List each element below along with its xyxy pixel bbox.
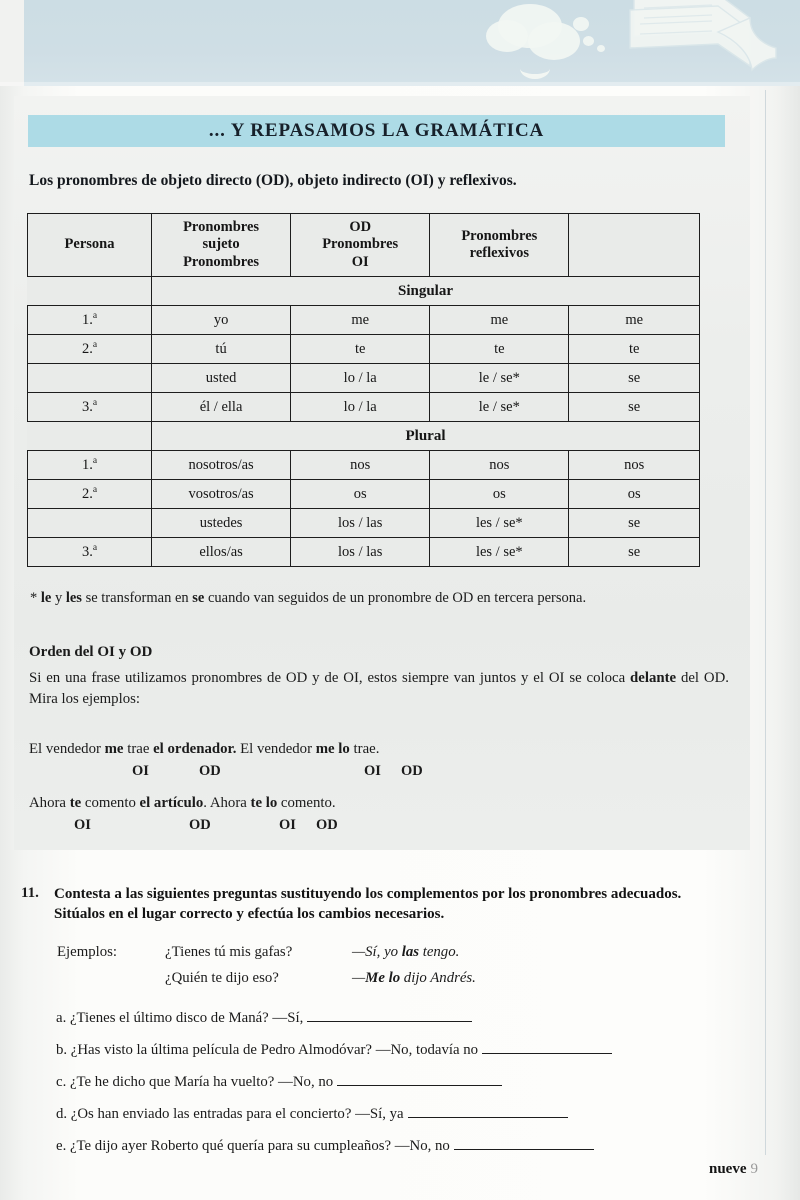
footnote-y: y: [54, 590, 66, 606]
ex2-label-od-2: OD: [316, 817, 338, 833]
sample-answer-1-post: tengo.: [419, 944, 460, 960]
cell-pronombre-sujeto: ustedes: [152, 509, 291, 538]
refl-line-1: Pronombres: [461, 227, 538, 244]
sample-answer-1-pre: —Sí, yo: [352, 944, 402, 960]
table-group-row: [28, 422, 700, 451]
example-sentence-2: [29, 795, 336, 812]
sample-question-1: ¿Tienes tú mis gafas?: [165, 944, 293, 960]
table-group-spacer: [28, 277, 152, 306]
cell-pronombre-od: nos: [291, 451, 430, 480]
ex1-mid2: El vendedor: [236, 741, 316, 757]
col-header-persona: Persona: [28, 214, 152, 277]
ex2-mid1: comento: [81, 795, 140, 811]
table-row: [28, 480, 700, 509]
footer-page-number: 9: [750, 1161, 758, 1177]
od-line-1: OD: [349, 219, 372, 236]
cell-persona: [28, 509, 152, 538]
cell-pronombre-reflexivo: se: [569, 393, 700, 422]
pronoun-table: [27, 213, 700, 567]
cell-pronombre-sujeto: nosotros/as: [152, 451, 291, 480]
exercise-item-text: ¿Has visto la última película de Pedro Almodóvar? —No, todavía no: [70, 1042, 479, 1058]
ex2-oi-pronoun: te: [69, 795, 82, 811]
table-header-row: [28, 214, 700, 277]
thought-bubble-icon-2: [528, 22, 580, 60]
od-line-2: Pronombres: [322, 236, 399, 253]
decorative-banner: [0, 0, 800, 86]
exercise-item-text: ¿Te he dicho que María ha vuelto? —No, no: [69, 1074, 334, 1090]
persona-ordinal-sup: a: [92, 456, 98, 467]
exercise-item: [56, 1040, 756, 1059]
exercise-number: 11.: [21, 885, 39, 901]
sujeto-line-3: Pronombres: [183, 253, 260, 270]
cell-pronombre-od: los / las: [291, 538, 430, 567]
ex2-mid2: . Ahora: [203, 795, 251, 811]
cell-pronombre-sujeto: vosotros/as: [152, 480, 291, 509]
exercise-item: [56, 1104, 756, 1123]
col-header-reflexivos: [430, 214, 569, 277]
exercise-item-letter: e.: [56, 1138, 70, 1154]
persona-ordinal-sup: a: [92, 485, 98, 496]
ex2-label-oi-2: OI: [279, 817, 296, 833]
footnote-tail: cuando van seguidos de un pronombre de OD en tercera persona.: [208, 590, 587, 606]
ex2-prefix: Ahora: [29, 795, 70, 811]
thought-dot-icon-2: [583, 36, 594, 46]
orden-delante: delante: [630, 670, 677, 686]
ex1-combined-pronouns: me lo: [315, 741, 350, 757]
cell-pronombre-od: te: [291, 335, 430, 364]
sample-answer-2-pronoun: Me lo: [365, 970, 401, 986]
cell-pronombre-oi: nos: [430, 451, 569, 480]
table-row: [28, 538, 700, 567]
ex2-suffix: comento.: [277, 795, 336, 811]
table-group-spacer: [28, 422, 152, 451]
answer-blank[interactable]: [408, 1104, 568, 1118]
thought-bubble-icon-3: [486, 20, 528, 52]
exercise-examples-label: Ejemplos:: [57, 944, 118, 960]
ex2-label-od-1: OD: [189, 817, 211, 833]
table-row: [28, 364, 700, 393]
ex1-label-oi-1: OI: [132, 763, 149, 779]
cell-pronombre-oi: les / se*: [430, 509, 569, 538]
exercise-item: [56, 1008, 756, 1027]
cell-pronombre-sujeto: ellos/as: [152, 538, 291, 567]
footnote-le-les: [30, 588, 730, 609]
footnote-mid: se transforman en: [85, 590, 193, 606]
cell-pronombre-oi: les / se*: [430, 538, 569, 567]
od-line-3: OI: [351, 253, 369, 270]
page-footer: [709, 1161, 758, 1178]
section-title: ... Y REPASAMOS LA GRAMÁTICA: [208, 120, 545, 141]
page-margin-rule: [765, 90, 766, 1155]
refl-line-2: reflexivos: [469, 245, 529, 261]
open-book-icon: [600, 0, 800, 86]
cell-pronombre-reflexivo: se: [569, 538, 700, 567]
pronoun-table-body: [28, 277, 700, 567]
col-header-last: [569, 214, 700, 277]
banner-bottom-edge: [0, 82, 800, 86]
orden-text-2: del OD. Mira los ejemplos:: [29, 670, 729, 707]
orden-paragraph: [29, 668, 729, 710]
cell-persona: 2.$^a$: [28, 480, 152, 509]
footnote-marker: *: [30, 590, 38, 606]
exercise-item-text: ¿Tienes el último disco de Maná? —Sí,: [69, 1010, 304, 1026]
cell-pronombre-reflexivo: te: [569, 335, 700, 364]
ex1-label-od-2: OD: [401, 763, 423, 779]
ex1-label-oi-2: OI: [364, 763, 381, 779]
ex2-combined-pronouns: te lo: [250, 795, 278, 811]
ex1-prefix: El vendedor: [29, 741, 105, 757]
sample-answer-2: [352, 970, 476, 987]
ex2-label-oi-1: OI: [74, 817, 91, 833]
cell-pronombre-od: lo / la: [291, 393, 430, 422]
answer-blank[interactable]: [454, 1136, 594, 1150]
smile-icon: [520, 58, 550, 79]
intro-statement: Los pronombres de objeto directo (OD), objeto indirecto (OI) y reflexivos.: [29, 172, 517, 189]
sample-answer-2-pre: —: [352, 970, 366, 986]
col-header-sujeto: [152, 214, 291, 277]
footnote-les: les: [65, 590, 86, 606]
cell-pronombre-od: lo / la: [291, 364, 430, 393]
sample-answer-2-post: dijo Andrés.: [400, 970, 476, 986]
answer-blank[interactable]: [307, 1008, 472, 1022]
cell-pronombre-reflexivo: me: [569, 306, 700, 335]
table-row: [28, 393, 700, 422]
ex1-od-noun: el ordenador.: [153, 741, 237, 757]
persona-ordinal-sup: a: [92, 543, 98, 554]
exercise-item: [56, 1072, 756, 1091]
table-row: [28, 306, 700, 335]
exercise-item-text: ¿Te dijo ayer Roberto qué quería para su cumpleaños? —No, no: [69, 1138, 450, 1154]
table-group-label: Plural: [152, 422, 700, 451]
persona-ordinal-sup: a: [92, 340, 98, 351]
cell-pronombre-sujeto: yo: [152, 306, 291, 335]
section-header-bar: [28, 115, 725, 147]
exercise-item-letter: c.: [56, 1074, 70, 1090]
cell-persona: 3.$^a$: [28, 538, 152, 567]
sujeto-line-2: sujeto: [202, 236, 240, 253]
cell-pronombre-reflexivo: se: [569, 509, 700, 538]
sujeto-line-1: Pronombres: [183, 219, 260, 236]
cell-persona: 1.$^a$: [28, 306, 152, 335]
cell-pronombre-od: os: [291, 480, 430, 509]
ex1-label-od-1: OD: [199, 763, 221, 779]
cell-pronombre-oi: os: [430, 480, 569, 509]
exercise-item: [56, 1136, 756, 1155]
cell-pronombre-od: los / las: [291, 509, 430, 538]
example-sentence-1: [29, 741, 379, 758]
cell-pronombre-reflexivo: os: [569, 480, 700, 509]
table-row: [28, 451, 700, 480]
footnote-le: le: [37, 590, 55, 606]
cell-pronombre-sujeto: usted: [152, 364, 291, 393]
thought-dot-icon-1: [573, 17, 589, 31]
persona-ordinal-sup: a: [92, 398, 98, 409]
cell-persona: 1.$^a$: [28, 451, 152, 480]
exercise-instruction: Contesta a las siguientes preguntas sustituyendo los complementos por los pronombres adecuados. Sitúalos en el lugar correcto y efectúa los cambios necesarios.: [54, 886, 682, 922]
cell-pronombre-reflexivo: nos: [569, 451, 700, 480]
cell-persona: 3.$^a$: [28, 393, 152, 422]
pronoun-table-head: [28, 214, 700, 277]
cell-pronombre-od: me: [291, 306, 430, 335]
sample-answer-1: [352, 944, 459, 961]
footnote-se: se: [192, 590, 208, 606]
exercise-item-letter: d.: [56, 1106, 71, 1122]
cell-pronombre-oi: le / se*: [430, 393, 569, 422]
answer-blank[interactable]: [482, 1040, 612, 1054]
cell-pronombre-oi: le / se*: [430, 364, 569, 393]
exercise-item-list: [56, 1008, 756, 1168]
footer-page-word: nueve: [709, 1161, 747, 1177]
answer-blank[interactable]: [337, 1072, 502, 1086]
ex1-oi-pronoun: me: [104, 741, 124, 757]
table-row: [28, 335, 700, 364]
orden-heading: Orden del OI y OD: [29, 644, 153, 660]
cell-pronombre-oi: te: [430, 335, 569, 364]
cell-pronombre-reflexivo: se: [569, 364, 700, 393]
ex2-od-noun: el artículo: [139, 795, 204, 811]
ex1-suffix: trae.: [349, 741, 380, 757]
table-group-row: [28, 277, 700, 306]
col-header-od: [291, 214, 430, 277]
exercise-item-letter: a.: [56, 1010, 70, 1026]
cell-persona: [28, 364, 152, 393]
table-group-label: Singular: [152, 277, 700, 306]
ex1-mid1: trae: [123, 741, 154, 757]
sample-answer-1-pronoun: las: [401, 944, 420, 960]
table-row: [28, 509, 700, 538]
banner-left-bleed: [0, 0, 24, 86]
exercise-item-text: ¿Os han enviado las entradas para el concierto? —Sí, ya: [70, 1106, 404, 1122]
sample-question-2: ¿Quién te dijo eso?: [165, 970, 279, 986]
exercise-item-letter: b.: [56, 1042, 71, 1058]
orden-text-1: Si en una frase utilizamos pronombres de OD y de OI, estos siempre van juntos y el OI se coloca: [29, 670, 631, 686]
cell-pronombre-sujeto: él / ella: [152, 393, 291, 422]
persona-ordinal-sup: a: [92, 311, 98, 322]
cell-persona: 2.$^a$: [28, 335, 152, 364]
cell-pronombre-sujeto: tú: [152, 335, 291, 364]
cell-pronombre-oi: me: [430, 306, 569, 335]
